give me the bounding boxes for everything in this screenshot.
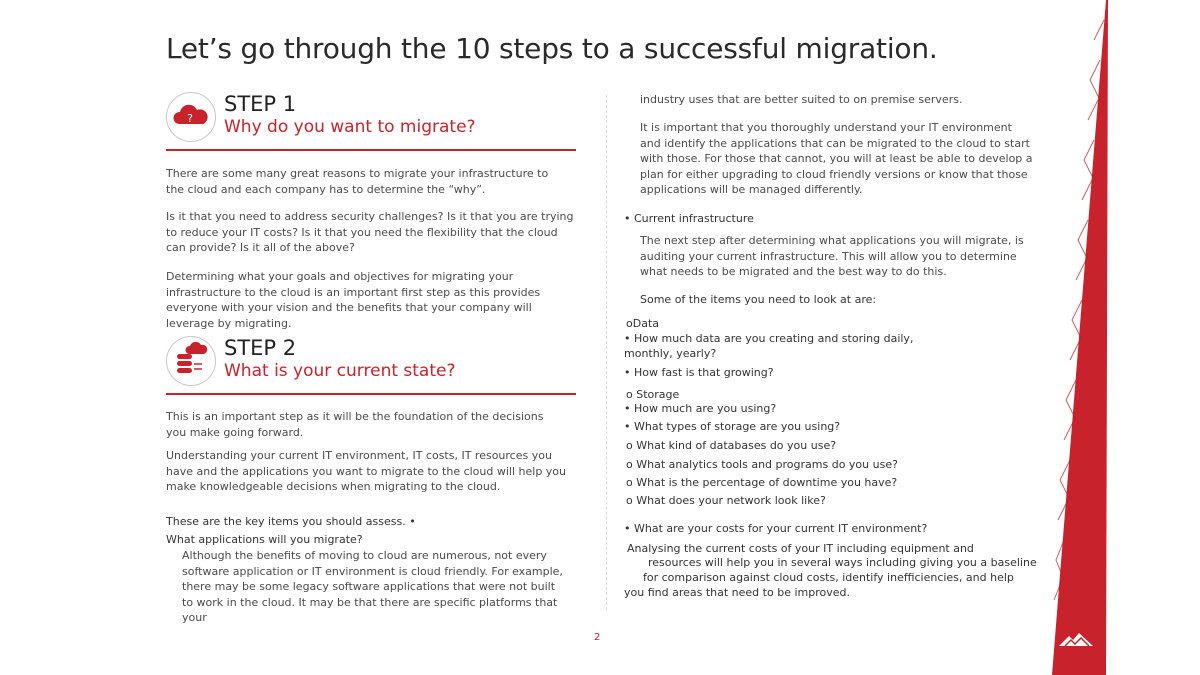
apps-text: Although the benefits of moving to cloud are numerous, not every software application or IT environment is cloud friendly. For example, there may be some legacy software applications that were not built to work in the cloud. It may be that there are specific platforms that your — [182, 549, 563, 624]
list-item: o What kind of databases do you use? — [626, 439, 837, 452]
costs-heading: • What are your costs for your current IT environment? — [624, 522, 928, 535]
list-item: o What analytics tools and programs do you use? — [626, 458, 898, 471]
list-item: • What types of storage are you using? — [624, 420, 841, 433]
list-item: monthly, yearly? — [624, 347, 717, 360]
svg-text:?: ? — [187, 112, 193, 125]
step-2-label: STEP 2 — [224, 336, 297, 360]
costs-line: for comparison against cloud costs, identify inefficiencies, and help — [643, 571, 1014, 584]
cloud-question-icon — [166, 92, 216, 142]
red-ribbon-decoration — [1050, 0, 1200, 675]
environment-paragraph: It is important that you thoroughly understand your IT environment and identify the applications that can be migrated to the cloud to start with those. For those that cannot, you will at least be able to develop a plan for either upgrading to cloud friendly versions or know that those applications will be managed differently. — [640, 121, 1033, 196]
step-2-subtitle: What is your current state? — [224, 361, 456, 381]
step-2-paragraph-2: Understanding your current IT environment, IT costs, IT resources you have and the applications you want to migrate to the cloud will help you make knowledgeable decisions when migrating to the cloud. — [166, 449, 567, 493]
continued-text: industry uses that are better suited to on premise servers. — [640, 93, 963, 106]
list-item: • How fast is that growing? — [624, 366, 774, 379]
list-item: o Storage — [626, 388, 680, 401]
step-2-paragraph-1: This is an important step as it will be the foundation of the decisions you make going forward. — [166, 410, 544, 439]
costs-line: resources will help you in several ways including giving you a baseline — [648, 556, 1037, 569]
column-divider — [606, 95, 607, 610]
page-title: Let’s go through the 10 steps to a successful migration. — [166, 32, 938, 65]
costs-line: you find areas that need to be improved. — [624, 586, 850, 599]
mountain-logo-icon — [1057, 630, 1095, 648]
page-number: 2 — [594, 632, 601, 643]
list-item: oData — [626, 317, 659, 330]
apps-heading: What applications will you migrate? — [166, 533, 363, 546]
step-1-paragraph-1: There are some many great reasons to migrate your infrastructure to the cloud and each company has to determine the “why”. — [166, 167, 549, 196]
list-item: • How much are you using? — [624, 402, 777, 415]
list-item: o What does your network look like? — [626, 494, 826, 507]
step-2-rule — [166, 393, 576, 395]
infrastructure-paragraph: The next step after determining what applications you will migrate, is auditing your current infrastructure. This will allow you to determine what needs to be migrated and the best way to do this. — [640, 234, 1024, 278]
infrastructure-heading: • Current infrastructure — [624, 212, 754, 225]
step-1-subtitle: Why do you want to migrate? — [224, 117, 476, 137]
items-heading: Some of the items you need to look at are: — [640, 293, 877, 306]
step-1-rule — [166, 149, 576, 151]
database-cloud-icon — [166, 336, 216, 386]
step-1-label: STEP 1 — [224, 92, 297, 116]
key-items-heading: These are the key items you should assess. • — [166, 515, 416, 528]
step-1-paragraph-3: Determining what your goals and objectives for migrating your infrastructure to the cloud is an important first step as this provides everyone with your vision and the benefits that your company will leverage by migrating. — [166, 270, 541, 330]
step-1-paragraph-2: Is it that you need to address security challenges? Is it that you are trying to reduce your IT costs? Is it that you need the flexibility that the cloud can provide? Is it all of the above? — [166, 210, 574, 254]
costs-line: Analysing the current costs of your IT including equipment and — [627, 542, 974, 555]
list-item: • How much data are you creating and storing daily, — [624, 332, 914, 345]
list-item: o What is the percentage of downtime you have? — [626, 476, 898, 489]
